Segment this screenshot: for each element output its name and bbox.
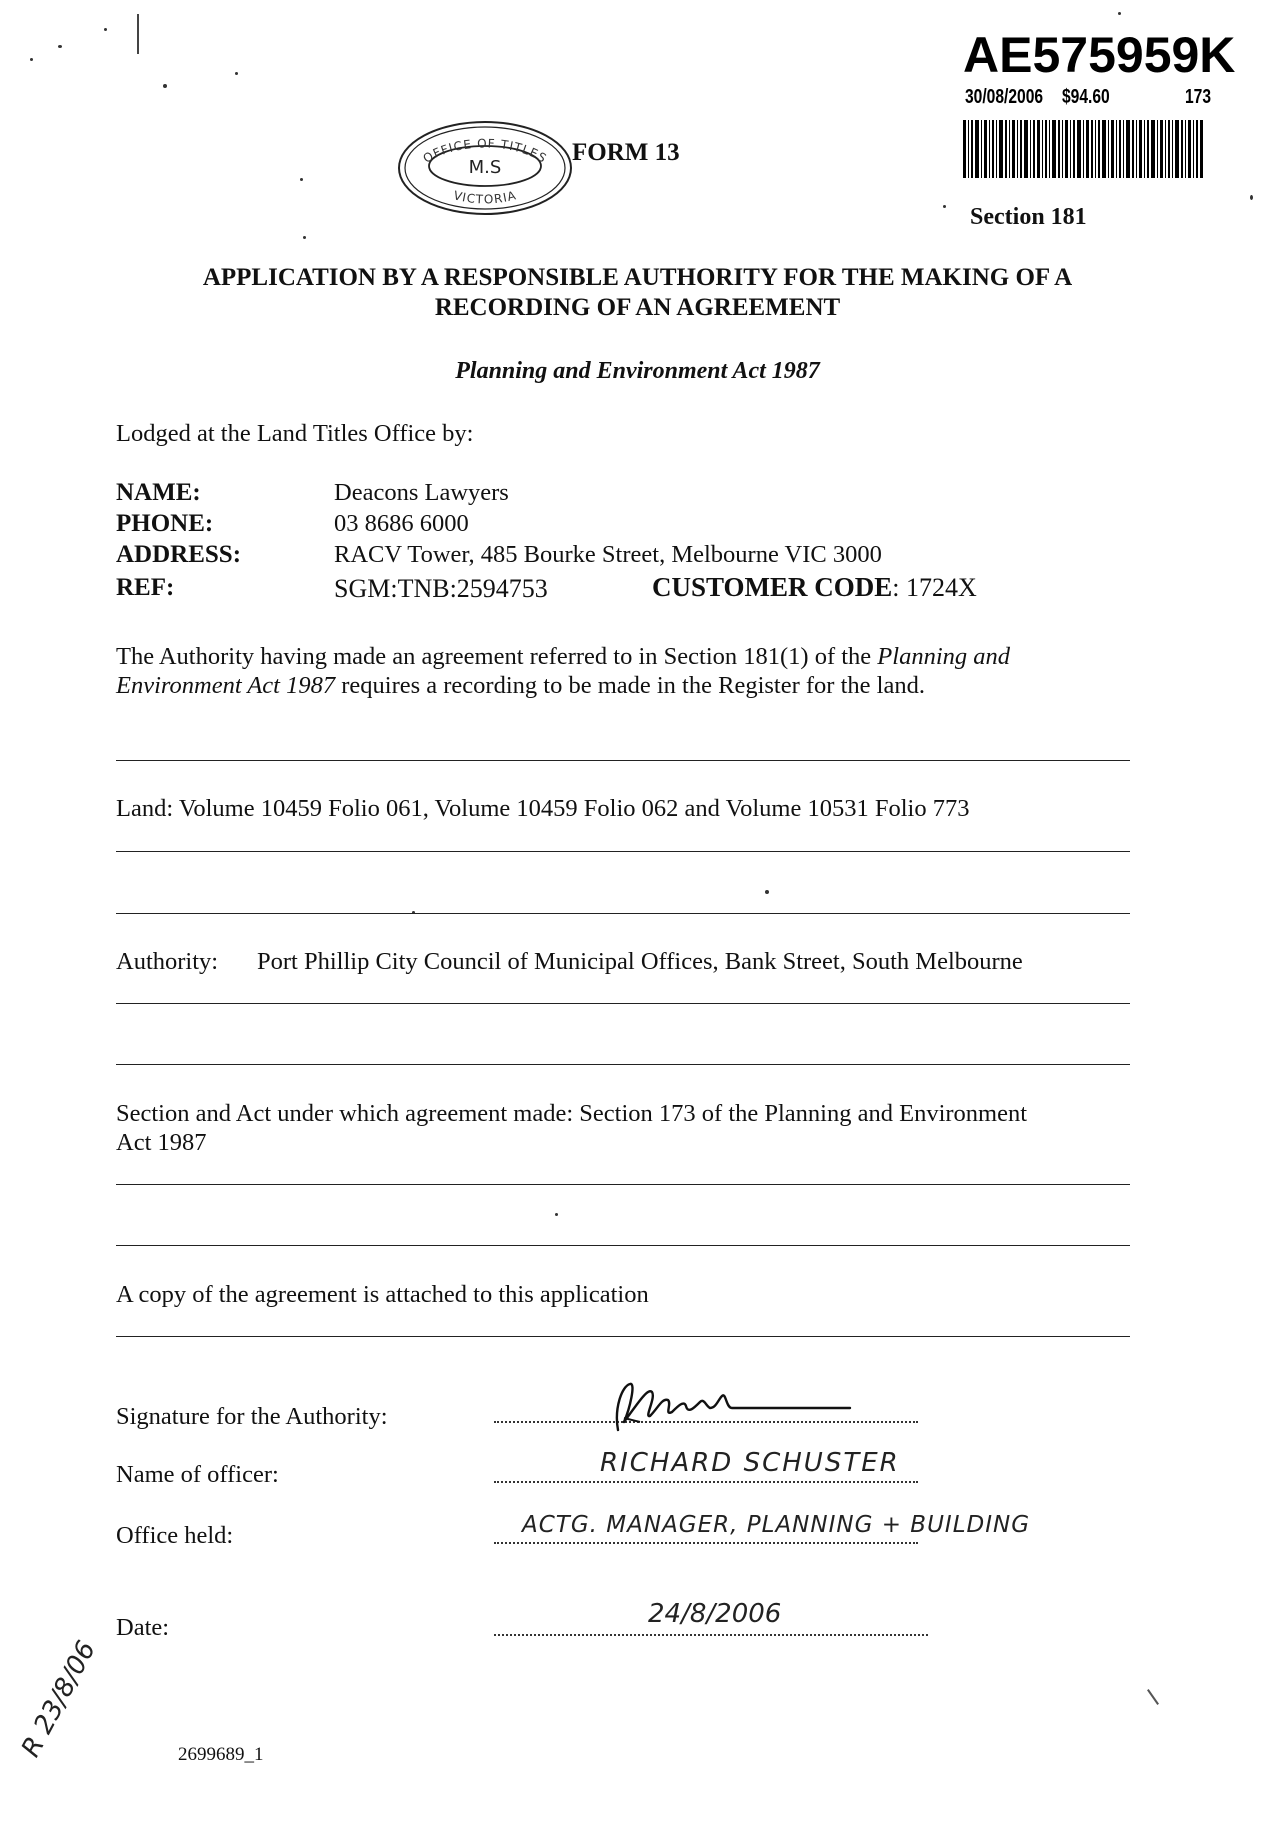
section-act-line1: Section and Act under which agreement made: Section 173 of the Planning and Environment xyxy=(116,1100,1028,1127)
scan-speck xyxy=(235,72,238,75)
act-name: Planning and Environment Act 1987 xyxy=(455,358,820,384)
scan-speck xyxy=(1118,12,1121,15)
intro-text: requires a recording to be made in the Register for the land. xyxy=(335,672,925,699)
officer-name-line xyxy=(494,1478,918,1483)
seal-top-text: OFFICE OF TITLES xyxy=(420,136,550,166)
scan-speck xyxy=(1250,195,1253,200)
document-reference: 2699689_1 xyxy=(178,1744,264,1765)
land-description: Land: Volume 10459 Folio 061, Volume 10459 Folio 062 and Volume 10531 Folio 773 xyxy=(116,795,970,822)
scan-speck xyxy=(30,58,33,61)
intro-text: The Authority having made an agreement referred to in Section 181(1) of the xyxy=(116,643,878,670)
stamp-fee: $94.60 xyxy=(1062,86,1110,108)
ref-label: REF: xyxy=(116,574,175,601)
phone-label: PHONE: xyxy=(116,510,214,537)
section-number: Section 181 xyxy=(970,204,1087,230)
handwritten-signature xyxy=(600,1378,860,1438)
scan-speck xyxy=(104,28,107,31)
office-held-handwritten: ACTG. MANAGER, PLANNING + BUILDING xyxy=(522,1512,1031,1538)
date-label: Date: xyxy=(116,1614,170,1641)
dealing-number: AE575959K xyxy=(963,27,1236,83)
form-title-line1: APPLICATION BY A RESPONSIBLE AUTHORITY FOR THE MAKING OF A xyxy=(202,264,1073,291)
office-held-label: Office held: xyxy=(116,1522,234,1549)
margin-handwritten-note: R 23/8/06 xyxy=(16,1636,102,1763)
divider xyxy=(116,1336,1130,1337)
customer-code-label: CUSTOMER CODE xyxy=(652,572,893,602)
seal-bottom-text: VICTORIA xyxy=(451,188,519,207)
divider xyxy=(116,1003,1130,1004)
lodger-ref: SGM:TNB:2594753 xyxy=(334,574,548,603)
divider xyxy=(116,913,1130,914)
officer-name-handwritten: RICHARD SCHUSTER xyxy=(600,1448,900,1478)
divider xyxy=(116,1184,1130,1185)
date-handwritten: 24/8/2006 xyxy=(648,1599,782,1629)
intro-act-italic: Planning and xyxy=(877,643,1011,670)
signature-label: Signature for the Authority: xyxy=(116,1403,388,1430)
customer-code-value: : 1724X xyxy=(892,573,977,602)
divider xyxy=(116,1064,1130,1065)
section-act-line2: Act 1987 xyxy=(116,1129,207,1156)
lodger-name: Deacons Lawyers xyxy=(334,479,509,506)
scan-speck xyxy=(555,1213,558,1216)
scan-speck xyxy=(58,45,62,48)
stamp-date: 30/08/2006 xyxy=(965,86,1044,108)
scan-speck xyxy=(163,84,167,88)
svg-text:VICTORIA xyxy=(452,188,518,206)
scan-mark xyxy=(1147,1689,1159,1705)
scan-speck xyxy=(765,890,769,894)
lodger-address: RACV Tower, 485 Bourke Street, Melbourne VIC 3000 xyxy=(334,541,882,568)
form-number: FORM 13 xyxy=(572,139,680,166)
authority-value: Port Phillip City Council of Municipal Offices, Bank Street, South Melbourne xyxy=(257,948,1023,975)
divider xyxy=(116,851,1130,852)
seal-center-text: M.S xyxy=(468,157,502,178)
scan-speck xyxy=(300,178,303,181)
divider xyxy=(116,1245,1130,1246)
authority-label: Authority: xyxy=(116,948,219,975)
officer-name-label: Name of officer: xyxy=(116,1461,279,1488)
stamp-section: 173 xyxy=(1185,86,1212,108)
divider xyxy=(116,760,1130,761)
intro-paragraph xyxy=(116,642,1156,700)
barcode xyxy=(963,120,1203,178)
name-label: NAME: xyxy=(116,479,201,506)
lodged-by-label: Lodged at the Land Titles Office by: xyxy=(116,420,474,447)
address-label: ADDRESS: xyxy=(116,541,242,568)
scan-speck xyxy=(943,205,946,208)
copy-attached-note: A copy of the agreement is attached to this application xyxy=(116,1281,649,1308)
form-title-line2: RECORDING OF AN AGREEMENT xyxy=(434,294,841,321)
office-of-titles-seal xyxy=(395,118,575,218)
scan-mark xyxy=(137,14,139,54)
intro-act-italic: Environment Act 1987 xyxy=(116,672,336,699)
scan-speck xyxy=(303,236,306,239)
customer-code xyxy=(652,572,977,603)
lodger-phone: 03 8686 6000 xyxy=(334,510,469,537)
office-held-line xyxy=(494,1539,918,1544)
date-line xyxy=(494,1631,928,1636)
